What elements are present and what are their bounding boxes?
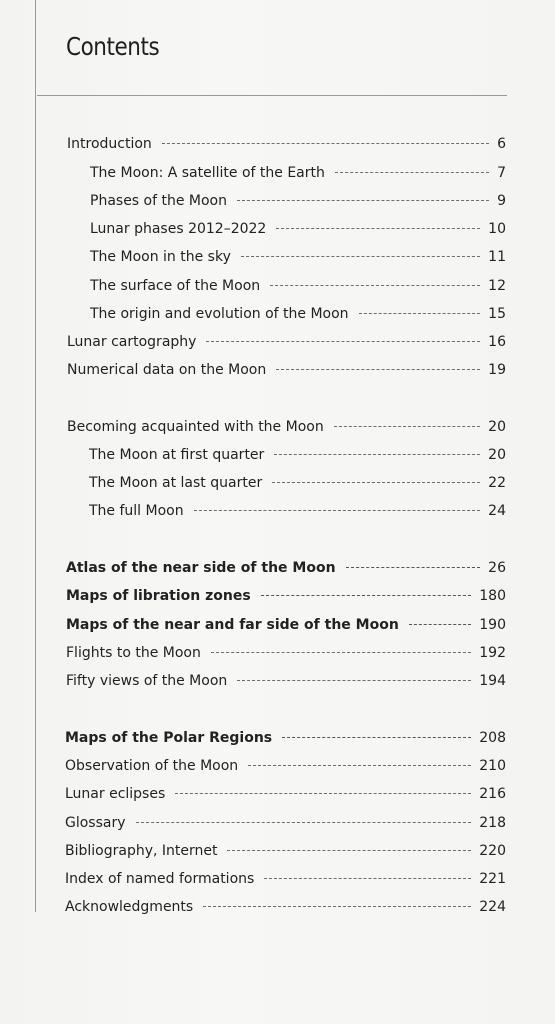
toc-entry-title: The Moon: A satellite of the Earth: [90, 165, 325, 181]
dot-leader: [282, 737, 471, 738]
toc-entry-title: Introduction: [67, 136, 152, 152]
toc-entry-page: 26: [488, 560, 506, 576]
toc-entry-title: The full Moon: [89, 503, 184, 519]
toc-entry: [65, 783, 506, 805]
toc-entry: [90, 162, 506, 184]
dot-leader: [276, 369, 480, 370]
toc-entry-title: Index of named formations: [65, 871, 255, 887]
dot-leader: [136, 822, 472, 823]
toc-entry-title: Bibliography, Internet: [65, 843, 218, 859]
toc-entry-title: The Moon at last quarter: [89, 475, 263, 491]
dot-leader: [264, 878, 471, 879]
toc-entry-page: 11: [488, 249, 506, 265]
dot-leader: [276, 228, 480, 229]
dot-leader: [227, 850, 471, 851]
toc-entry: [89, 472, 506, 494]
dot-leader: [272, 482, 480, 483]
toc-entry-page: 24: [488, 503, 506, 519]
dot-leader: [261, 595, 472, 596]
toc-entry-page: 20: [488, 419, 506, 435]
toc-entry-page: 224: [479, 899, 506, 915]
toc-entry: [90, 275, 506, 297]
dot-leader: [335, 172, 489, 173]
toc-entry-page: 19: [488, 362, 506, 378]
page-title: Contents: [66, 32, 160, 61]
toc-entry: [67, 359, 506, 381]
dot-leader: [346, 567, 481, 568]
toc-entry-title: Acknowledgments: [65, 899, 194, 915]
toc-entry-title: Atlas of the near side of the Moon: [66, 560, 336, 576]
toc-entry-title: Flights to the Moon: [66, 645, 201, 661]
toc-entry: [65, 896, 506, 918]
toc-entry-title: The Moon in the sky: [90, 249, 231, 265]
dot-leader: [203, 906, 471, 907]
toc-entry-page: 218: [479, 815, 506, 831]
toc-entry-page: 180: [479, 588, 506, 604]
toc-entry: [67, 331, 506, 353]
toc-entry: [65, 868, 506, 890]
toc-entry-title: Maps of the near and far side of the Moon: [66, 617, 399, 633]
toc-entry: [67, 416, 506, 438]
dot-leader: [270, 285, 480, 286]
dot-leader: [206, 341, 480, 342]
toc-entry-page: 22: [488, 475, 506, 491]
dot-leader: [211, 652, 471, 653]
toc-entry-title: The origin and evolution of the Moon: [90, 306, 349, 322]
toc-entry: [65, 812, 506, 834]
toc-entry-page: 12: [488, 278, 506, 294]
toc-entry-page: 221: [479, 871, 506, 887]
toc-entry-title: Observation of the Moon: [65, 758, 239, 774]
toc-entry: [90, 246, 506, 268]
toc-entry: [67, 133, 506, 155]
toc-entry-title: Maps of libration zones: [66, 588, 251, 604]
toc-entry-title: Lunar eclipses: [65, 786, 166, 802]
toc-entry: [65, 840, 506, 862]
toc-entry-page: 9: [497, 193, 506, 209]
toc-entry-title: Lunar cartography: [67, 334, 197, 350]
dot-leader: [194, 510, 481, 511]
dot-leader: [274, 454, 480, 455]
toc-entry-title: Becoming acquainted with the Moon: [67, 419, 324, 435]
toc-entry: [66, 585, 506, 607]
toc-entry-title: Numerical data on the Moon: [67, 362, 267, 378]
dot-leader: [237, 680, 471, 681]
toc-entry-page: 190: [479, 617, 506, 633]
toc-entry-page: 7: [497, 165, 506, 181]
toc-entry-page: 216: [479, 786, 506, 802]
dot-leader: [241, 256, 480, 257]
toc-entry: [66, 614, 506, 636]
toc-entry-page: 20: [488, 447, 506, 463]
dot-leader: [359, 313, 481, 314]
dot-leader: [237, 200, 489, 201]
toc-entry-page: 192: [479, 645, 506, 661]
toc-entry-title: Phases of the Moon: [90, 193, 227, 209]
toc-entry: [66, 670, 506, 692]
dot-leader: [248, 765, 471, 766]
dot-leader: [175, 793, 471, 794]
toc-entry-title: Lunar phases 2012–2022: [90, 221, 267, 237]
toc-entry: [90, 218, 506, 240]
page-margin-line: [35, 0, 36, 912]
toc-entry-page: 15: [488, 306, 506, 322]
toc-entry: [66, 557, 506, 579]
toc-entry: [65, 755, 506, 777]
toc-entry-title: Maps of the Polar Regions: [65, 730, 273, 746]
toc-entry: [90, 190, 506, 212]
title-rule: [37, 95, 507, 96]
toc-entry-page: 220: [479, 843, 506, 859]
toc-entry-page: 210: [479, 758, 506, 774]
dot-leader: [334, 426, 480, 427]
dot-leader: [409, 624, 471, 625]
toc-entry-title: The surface of the Moon: [90, 278, 261, 294]
toc-entry-page: 10: [488, 221, 506, 237]
toc-entry: [89, 444, 506, 466]
dot-leader: [162, 143, 489, 144]
toc-entry: [89, 500, 506, 522]
toc-entry-title: Fifty views of the Moon: [66, 673, 228, 689]
toc-entry-title: The Moon at first quarter: [89, 447, 265, 463]
toc-entry: [90, 303, 506, 325]
toc-entry: [65, 727, 506, 749]
toc-entry-page: 16: [488, 334, 506, 350]
toc-entry: [66, 642, 506, 664]
toc-entry-page: 194: [479, 673, 506, 689]
toc-entry-title: Glossary: [65, 815, 126, 831]
toc-entry-page: 208: [479, 730, 506, 746]
toc-entry-page: 6: [497, 136, 506, 152]
